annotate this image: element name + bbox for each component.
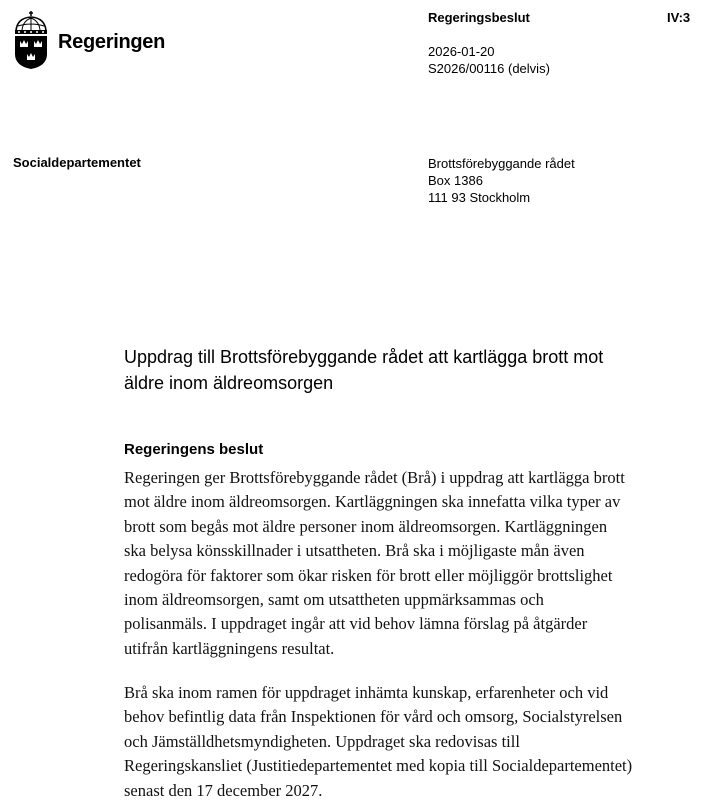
document-meta [428,43,550,77]
recipient-address [428,155,575,206]
recipient-box: Box 1386 [428,173,483,188]
swedish-government-crest-icon [13,10,49,70]
text-line: polisanmäls. I uppdraget ingår att vid behov lämna förslag på åtgärder [124,614,588,634]
paragraph-decision [124,466,694,661]
text-line: inom äldreomsorgen, samt om utsattheten uppmärksammas och [124,590,544,610]
recipient-name: Brottsförebyggande rådet [428,156,575,171]
title-line: Uppdrag till Brottsförebyggande rådet att kartlägga brott mot [124,347,604,367]
text-line: mot äldre inom äldreomsorgen. Kartläggningen ska innefatta vilka typer av [124,492,621,512]
text-line: brott som begås mot äldre personer inom äldreomsorgen. Kartläggningen [124,516,608,536]
text-line: Brå ska inom ramen för uppdraget inhämta kunskap, erfarenheter och vid [124,683,609,702]
document-title [124,344,664,396]
brand-name: Regeringen [58,31,166,53]
document-code: IV:3 [667,10,691,25]
text-line: och Jämställdhetsmyndigheten. Uppdraget ska redovisas till [124,731,520,751]
section-heading: Regeringens beslut [124,441,264,458]
text-line: Regeringskansliet (Justitiedepartementet med kopia till Socialdepartementet) [124,756,633,776]
paragraph-reporting [124,681,694,803]
text-line: utifrån kartläggningens resultat. [124,638,335,658]
text-line: ska belysa könsskillnader i utsattheten. Brå ska i möjligaste mån även [124,541,585,561]
document-date: 2026-01-20 [428,44,495,59]
recipient-city: 111 93 Stockholm [428,190,531,205]
text-line: senast den 17 december 2027. [124,780,323,800]
title-line: äldre inom äldreomsorgen [124,373,334,393]
text-line: redogöra för faktorer som ökar risken för brott eller möjliggör brottslighet [124,565,613,585]
text-line: Regeringen ger Brottsförebyggande rådet (Brå) i uppdrag att kartlägga brott [124,468,625,487]
text-line: behov befintlig data från Inspektionen för vård och omsorg, Socialstyrelsen [124,707,623,727]
sender-department: Socialdepartementet [13,155,141,170]
document-type: Regeringsbeslut [428,10,530,25]
reference-number: S2026/00116 (delvis) [428,61,550,76]
